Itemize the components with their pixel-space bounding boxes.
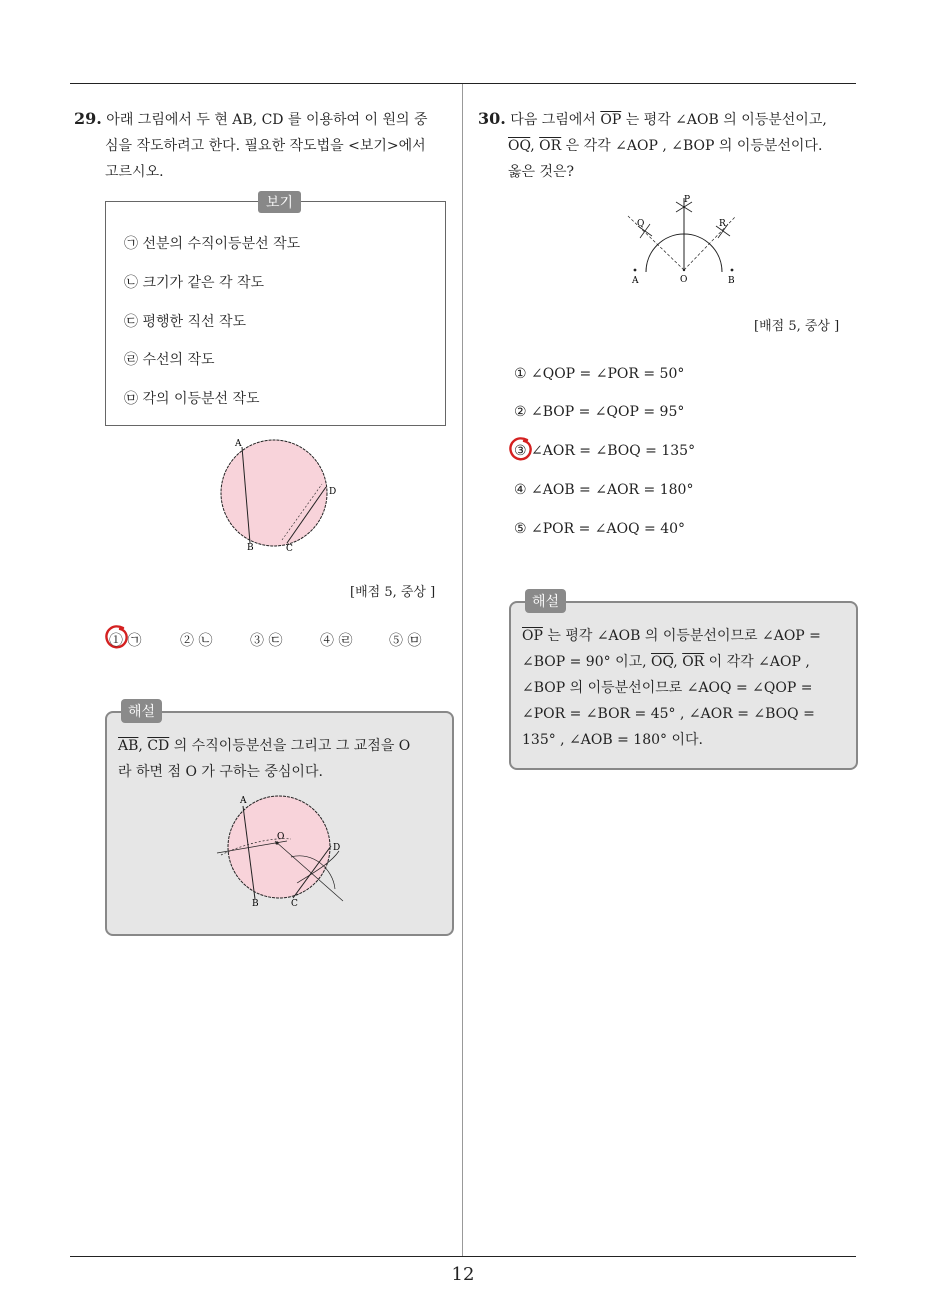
q30-sol-sep: ,: [673, 654, 683, 670]
bottom-rule: [70, 1256, 856, 1257]
q30-line1-pre: 다음 그림에서: [510, 112, 601, 128]
q30-label-Q: Q: [637, 219, 645, 229]
q29-choice-1[interactable]: ① ㉠: [109, 633, 142, 649]
q29-solution-text: [118, 733, 448, 785]
bogi-item-5: ㉤ 각의 이등분선 작도: [124, 391, 260, 407]
q30-solution-text: [522, 623, 848, 753]
q30-sol-l2b: 이 각각 ∠AOP ,: [704, 654, 810, 670]
q30-choice-1[interactable]: ① ∠QOP = ∠POR = 50°: [514, 366, 685, 382]
segment-CD: $\overline{CD}$: [147, 738, 170, 754]
q30-choice-4[interactable]: ④ ∠AOB = ∠AOR = 180°: [514, 482, 694, 498]
q29-solution-box: [105, 704, 454, 936]
q29-choice-5[interactable]: ⑤ ㉤: [389, 633, 422, 649]
q29-sol-line2: 라 하면 점 O 가 구하는 중심이다.: [118, 764, 323, 780]
q30-label-R: R: [719, 219, 726, 229]
q30-line2-sep: ,: [530, 138, 540, 154]
q29-label-B: B: [247, 543, 254, 553]
q30-sol-l3: ∠BOP 의 이등분선이므로 ∠AOQ = ∠QOP =: [522, 680, 813, 696]
q30-line1-post: 는 평각 ∠AOB 의 이등분선이고,: [621, 112, 827, 128]
q30-sol-l2a: ∠BOP = 90° 이고,: [522, 654, 652, 670]
q29-solution-figure: [213, 789, 353, 917]
q29-sol-label-D: D: [333, 843, 341, 853]
q30-choice-3[interactable]: ③ ∠AOR = ∠BOQ = 135°: [514, 443, 696, 459]
q29-stem: [74, 106, 458, 185]
bogi-item-4: ㉣ 수선의 작도: [124, 352, 215, 368]
q29-sol-label-C: C: [291, 899, 298, 909]
q29-label-D: D: [329, 487, 337, 497]
q30-number: 30.: [478, 109, 506, 128]
q30-line2-post: 은 각각 ∠AOP , ∠BOP 의 이등분선이다.: [561, 138, 823, 154]
q30-stem: [478, 106, 862, 185]
q30-sol-l1: 는 평각 ∠AOB 의 이등분선이므로 ∠AOP =: [542, 628, 821, 644]
bogi-item-2: ㉡ 크기가 같은 각 작도: [124, 275, 264, 291]
q29-sol-sep: ,: [138, 738, 148, 754]
q29-sol-line1: 의 수직이등분선을 그리고 그 교점을 O: [169, 738, 411, 754]
q30-choice-2[interactable]: ② ∠BOP = ∠QOP = 95°: [514, 404, 685, 420]
q30-label-O: O: [680, 275, 688, 285]
segment-OQ: $\overline{OQ}$: [508, 138, 531, 154]
bogi-item-1: ㉠ 선분의 수직이등분선 작도: [124, 236, 301, 252]
q29-choice-3[interactable]: ③ ㉢: [250, 633, 283, 649]
page-number: 12: [451, 1264, 475, 1285]
q29-bogi-box: [105, 195, 446, 426]
q29-solution-tag: 해설: [121, 699, 162, 723]
segment-OP: $\overline{OP}$: [600, 112, 622, 128]
q29-score: [배점 5, 중상 ]: [350, 585, 436, 600]
bogi-item-3: ㉢ 평행한 직선 작도: [124, 314, 247, 330]
q29-line1: 아래 그림에서 두 현 AB, CD 를 이용하여 이 원의 중: [106, 112, 428, 128]
q30-solution-tag: 해설: [525, 589, 566, 613]
bogi-label: 보기: [258, 191, 301, 213]
column-divider: [462, 84, 463, 1256]
q29-sol-label-B: B: [252, 899, 259, 909]
q30-solution-box: [509, 594, 858, 770]
q29-number: 29.: [74, 109, 102, 128]
sol-segment-OR: $\overline{OR}$: [682, 654, 705, 670]
q29-label-A: A: [235, 439, 242, 449]
q29-choice-4[interactable]: ④ ㉣: [320, 633, 353, 649]
q30-score: [배점 5, 중상 ]: [754, 319, 840, 334]
q30-sol-l5: 135° , ∠AOB = 180° 이다.: [522, 732, 703, 748]
sol-segment-OP: $\overline{OP}$: [522, 628, 543, 644]
q30-label-P: P: [684, 195, 691, 205]
segment-OR: $\overline{OR}$: [539, 138, 562, 154]
q30-label-A: A: [632, 276, 639, 286]
q29-line2: 심을 작도하려고 한다. 필요한 작도법을 <보기>에서: [105, 138, 426, 154]
q29-label-C: C: [286, 544, 293, 554]
q30-label-B: B: [728, 276, 735, 286]
segment-AB: $\overline{AB}$: [118, 738, 139, 754]
q29-line3: 고르시오.: [105, 164, 164, 180]
sol-segment-OQ: $\overline{OQ}$: [651, 654, 674, 670]
q29-sol-label-O: O: [277, 832, 285, 842]
top-rule: [70, 83, 856, 84]
q30-choice-5[interactable]: ⑤ ∠POR = ∠AOQ = 40°: [514, 521, 686, 537]
q30-sol-l4: ∠POR = ∠BOR = 45° , ∠AOR = ∠BOQ =: [522, 706, 815, 722]
q29-sol-label-A: A: [240, 796, 247, 806]
q29-circle-figure: [210, 432, 350, 557]
q30-line3: 옳은 것은?: [508, 164, 575, 180]
q29-choice-2[interactable]: ② ㉡: [180, 633, 213, 649]
q30-angle-figure: [618, 190, 748, 290]
